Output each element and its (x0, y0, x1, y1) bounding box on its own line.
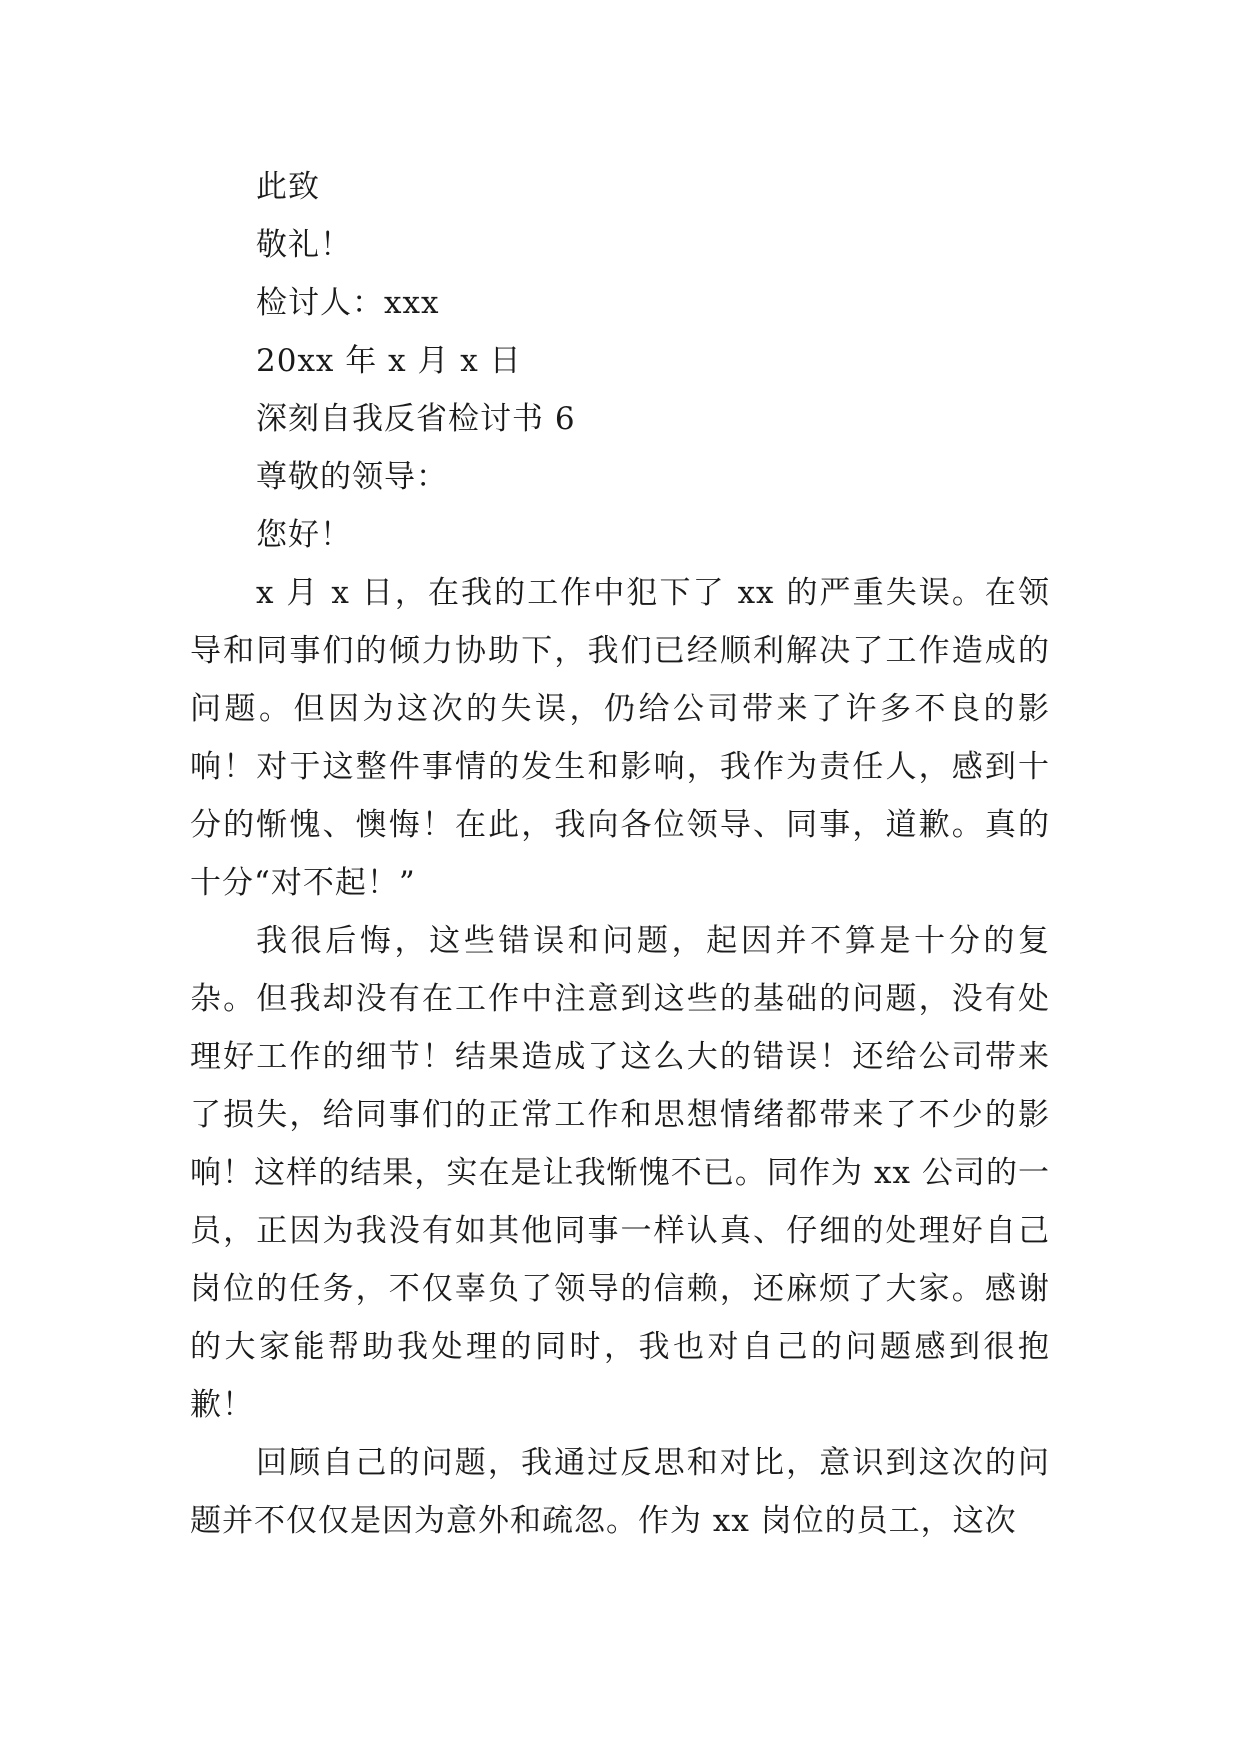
greeting: 您好！ (256, 517, 352, 553)
date-line: 20xx 年 x 月 x 日 (256, 343, 522, 379)
document-title: 深刻自我反省检讨书 6 (256, 401, 576, 437)
salutation: 尊敬的领导： (256, 459, 448, 495)
paragraph-3: 回顾自己的问题，我通过反思和对比，意识到这次的问题并不仅仅是因为意外和疏忽。作为 xx 岗位的员工，这次 (190, 1445, 1050, 1539)
closing-line-1: 此致 (256, 169, 320, 205)
letter-body (190, 158, 1050, 1550)
signer-line: 检讨人：xxx (256, 285, 440, 321)
paragraph-1: x 月 x 日，在我的工作中犯下了 xx 的严重失误。在领导和同事们的倾力协助下，我们已经顺利解决了工作造成的问题。但因为这次的失误，仍给公司带来了许多不良的影响！对于这整件事情的发生和影响，我作为责任人，感到十分的惭愧、懊悔！在此，我向各位领导、同事，道歉。真的十分“对不起！” (190, 575, 1050, 901)
closing-line-2: 敬礼！ (256, 227, 352, 263)
paragraph-2: 我很后悔，这些错误和问题，起因并不算是十分的复杂。但我却没有在工作中注意到这些的基础的问题，没有处理好工作的细节！结果造成了这么大的错误！还给公司带来了损失，给同事们的正常工作和思想情绪都带来了不少的影响！这样的结果，实在是让我惭愧不已。同作为 xx 公司的一员，正因为我没有如其他同事一样认真、仔细的处理好自己岗位的任务，不仅辜负了领导的信赖，还麻烦了大家。感谢的大家能帮助我处理的同时，我也对自己的问题感到很抱歉！ (190, 923, 1050, 1423)
